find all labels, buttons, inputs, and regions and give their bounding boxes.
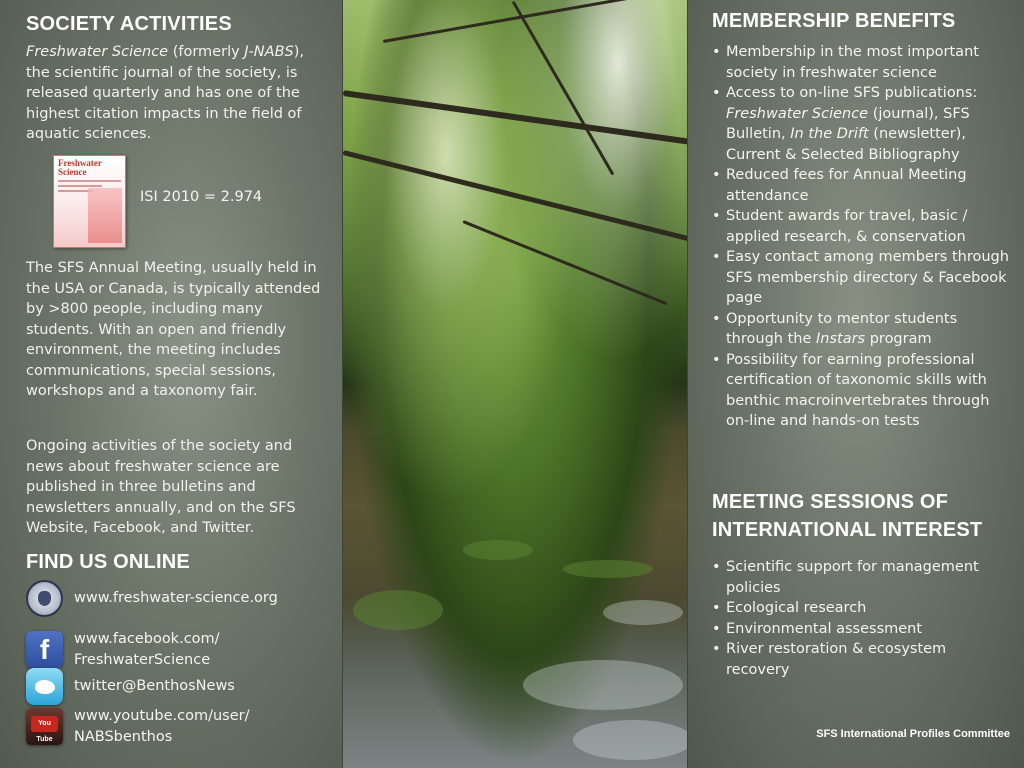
benefit-item: • Membership in the most important society in freshwater science [712, 42, 1012, 83]
committee-credit: SFS International Profiles Committee [816, 728, 1010, 740]
website-link-row[interactable] [26, 580, 278, 617]
cover-rule [58, 180, 121, 182]
tree-branch [343, 150, 687, 244]
journal-intro-paragraph [26, 42, 326, 145]
benefit-item: • Easy contact among members through SFS membership directory & Facebook page [712, 247, 1012, 309]
session-item: • Scientific support for management policies [712, 557, 1012, 598]
cover-rule [58, 185, 102, 187]
water-ripple [603, 600, 683, 625]
river-weed [563, 560, 653, 578]
society-activities-heading: SOCIETY ACTIVITIES [26, 13, 232, 35]
river-weed [353, 590, 443, 630]
water-ripple [573, 720, 687, 760]
society-activities-panel [0, 0, 343, 768]
membership-panel [687, 0, 1024, 768]
cover-title-line1: Freshwater [58, 158, 102, 168]
youtube-link-line2: NABSbenthos [74, 728, 173, 745]
tree-branch [512, 1, 615, 176]
journal-description: ), the scientific journal of the society, is released quarterly and has one of the highest citation impacts in the field of aquatic sciences. [26, 44, 305, 142]
benefit-mentor-prefix: Opportunity to mentor students through the [726, 310, 958, 347]
benefit-item: • Student awards for travel, basic / applied research, & conservation [712, 206, 1012, 247]
session-item: • Environmental assessment [712, 619, 1012, 640]
benefit-publications-prefix: Access to on-line SFS publications: [726, 85, 978, 101]
benefit-item [712, 309, 1012, 350]
formerly-text: (formerly [168, 44, 245, 60]
facebook-link-row[interactable] [26, 629, 220, 670]
benefit-publications-suffix: (newsletter), Current & Selected Bibliography [726, 126, 966, 163]
benefit-program-name: Instars [816, 331, 866, 347]
benefit-mentor-suffix: program [865, 331, 932, 347]
youtube-icon [26, 708, 63, 745]
twitter-icon [26, 668, 63, 705]
journal-cover-image [53, 155, 126, 248]
tree-branch [462, 220, 667, 305]
facebook-link-line2: FreshwaterScience [74, 651, 211, 668]
benefit-item: • Reduced fees for Annual Meeting attendance [712, 165, 1012, 206]
twitter-link[interactable]: twitter@BenthosNews [74, 678, 235, 695]
river-weed [463, 540, 533, 560]
youtube-logo-text: You Tube [31, 716, 58, 732]
benefit-item: • Possibility for earning professional certification of taxonomic skills with benthic macroinvertebrates through on-line and hands-on tests [712, 350, 1012, 432]
former-journal-name: J-NABS [244, 44, 294, 60]
facebook-link-line1: www.facebook.com/ [74, 631, 220, 647]
water-ripple [523, 660, 683, 710]
ongoing-activities-paragraph: Ongoing activities of the society and news about freshwater science are published in three bulletins and newsletters annually, and on the SFS Website, Facebook, and Twitter. [26, 438, 296, 536]
youtube-link-row[interactable] [26, 706, 249, 747]
membership-benefits-heading: MEMBERSHIP BENEFITS [712, 10, 956, 32]
benefit-publications-mid: (journal), SFS Bulletin, [726, 105, 970, 142]
website-link[interactable]: www.freshwater-science.org [74, 590, 278, 607]
journal-name: Freshwater Science [26, 44, 169, 60]
find-us-online-heading: FIND US ONLINE [26, 551, 190, 573]
twitter-link-row[interactable] [26, 668, 235, 705]
benefits-list [712, 42, 1012, 432]
meeting-sessions-heading: MEETING SESSIONS OF INTERNATIONAL INTEREST [712, 491, 983, 541]
isi-impact-factor: ISI 2010 = 2.974 [140, 189, 263, 205]
facebook-link[interactable] [74, 629, 220, 670]
annual-meeting-paragraph: The SFS Annual Meeting, usually held in the USA or Canada, is typically attended by >800 people, including many students. With an open and friendly environment, the meeting includes communications, special sessions, workshops and a taxonomy fair. [26, 260, 321, 399]
youtube-link-line1: www.youtube.com/user/ [74, 708, 250, 724]
benefit-journal-name: Freshwater Science [726, 105, 869, 122]
society-seal-icon [26, 580, 63, 617]
twitter-bird-icon [35, 680, 55, 694]
benefit-newsletter-name: In the Drift [790, 126, 869, 142]
benefit-item [712, 83, 1012, 165]
river-photo [343, 0, 687, 768]
facebook-icon: f [26, 631, 63, 668]
session-item: • Ecological research [712, 598, 1012, 619]
sessions-list [712, 557, 1012, 680]
cover-artwork [88, 188, 122, 243]
session-item: • River restoration & ecosystem recovery [712, 639, 1012, 680]
cover-title-line2: Science [58, 167, 87, 177]
tree-branch [343, 90, 687, 146]
youtube-link[interactable] [74, 706, 249, 747]
